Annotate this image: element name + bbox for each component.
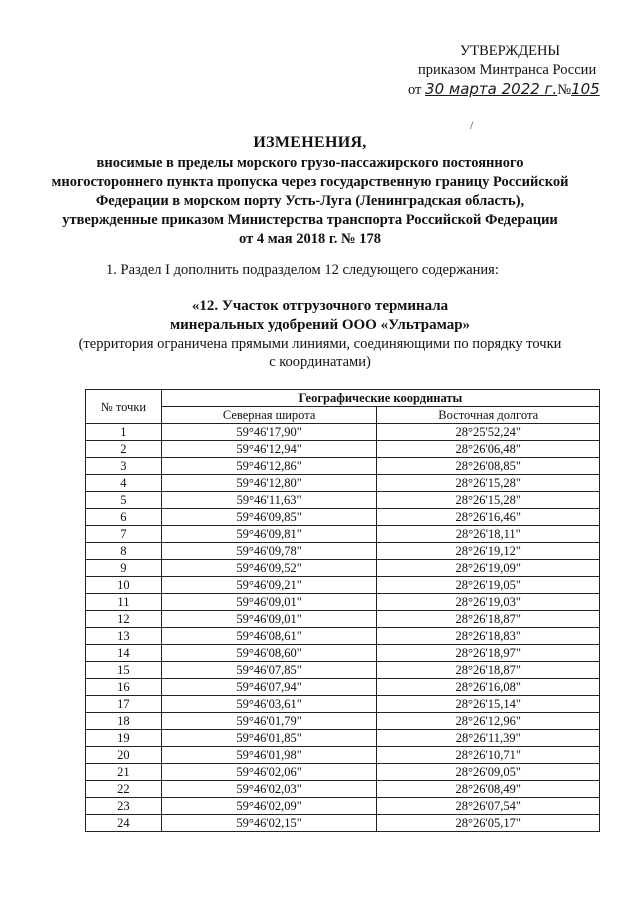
cell-latitude: 59°46'17,90"	[161, 424, 377, 441]
cell-latitude: 59°46'12,80"	[161, 475, 377, 492]
pen-mark: /	[470, 118, 474, 132]
table-row	[86, 662, 600, 679]
cell-latitude: 59°46'07,94"	[161, 679, 377, 696]
table-row	[86, 441, 600, 458]
cell-latitude: 59°46'11,63"	[161, 492, 377, 509]
cell-longitude: 28°26'15,14"	[377, 696, 600, 713]
table-row	[86, 781, 600, 798]
cell-point-number: 23	[86, 798, 162, 815]
cell-point-number: 2	[86, 441, 162, 458]
cell-point-number: 9	[86, 560, 162, 577]
title-line-3: Федерации в морском порту Усть-Луга (Ленинградская область),	[95, 193, 525, 209]
cell-point-number: 19	[86, 730, 162, 747]
cell-point-number: 10	[86, 577, 162, 594]
cell-longitude: 28°26'16,46"	[377, 509, 600, 526]
cell-latitude: 59°46'08,61"	[161, 628, 377, 645]
cell-latitude: 59°46'01,85"	[161, 730, 377, 747]
cell-longitude: 28°26'12,96"	[377, 713, 600, 730]
approval-number-handwritten: 105	[571, 80, 600, 98]
cell-point-number: 13	[86, 628, 162, 645]
cell-latitude: 59°46'01,79"	[161, 713, 377, 730]
cell-point-number: 15	[86, 662, 162, 679]
title-line-5: от 4 мая 2018 г. № 178	[239, 231, 381, 247]
header-point-number: № точки	[86, 390, 162, 424]
cell-latitude: 59°46'02,06"	[161, 764, 377, 781]
cell-latitude: 59°46'12,86"	[161, 458, 377, 475]
title-heading: ИЗМЕНЕНИЯ,	[253, 134, 367, 151]
table-row	[86, 645, 600, 662]
table-row	[86, 475, 600, 492]
table-row	[86, 492, 600, 509]
cell-point-number: 1	[86, 424, 162, 441]
table-row	[86, 526, 600, 543]
cell-point-number: 14	[86, 645, 162, 662]
cell-point-number: 20	[86, 747, 162, 764]
coordinates-table	[85, 389, 600, 832]
cell-latitude: 59°46'02,09"	[161, 798, 377, 815]
cell-longitude: 28°26'19,05"	[377, 577, 600, 594]
section-note-2: с координатами)	[269, 354, 371, 370]
table-row	[86, 798, 600, 815]
cell-point-number: 6	[86, 509, 162, 526]
cell-point-number: 12	[86, 611, 162, 628]
cell-point-number: 21	[86, 764, 162, 781]
table-row	[86, 815, 600, 832]
table-row	[86, 679, 600, 696]
approval-title: УТВЕРЖДЕНЫ	[460, 43, 561, 59]
table-row	[86, 509, 600, 526]
cell-latitude: 59°46'09,78"	[161, 543, 377, 560]
cell-point-number: 5	[86, 492, 162, 509]
header-longitude: Восточная долгота	[377, 407, 600, 424]
cell-latitude: 59°46'09,01"	[161, 594, 377, 611]
table-row	[86, 713, 600, 730]
cell-point-number: 16	[86, 679, 162, 696]
cell-latitude: 59°46'03,61"	[161, 696, 377, 713]
section-title-2: минеральных удобрений ООО «Ультрамар»	[169, 317, 471, 333]
cell-latitude: 59°46'02,15"	[161, 815, 377, 832]
cell-longitude: 28°26'09,05"	[377, 764, 600, 781]
cell-latitude: 59°46'12,94"	[161, 441, 377, 458]
section-12-header	[60, 297, 580, 371]
approval-order: приказом Минтранса России	[418, 62, 597, 78]
cell-point-number: 18	[86, 713, 162, 730]
table-header-row	[86, 390, 600, 407]
cell-latitude: 59°46'08,60"	[161, 645, 377, 662]
cell-longitude: 28°26'16,08"	[377, 679, 600, 696]
document-title	[40, 132, 580, 249]
cell-longitude: 28°26'08,49"	[377, 781, 600, 798]
approval-stamp	[408, 42, 608, 100]
table-row	[86, 577, 600, 594]
cell-longitude: 28°26'18,87"	[377, 662, 600, 679]
table-body	[86, 424, 600, 832]
cell-latitude: 59°46'09,21"	[161, 577, 377, 594]
cell-longitude: 28°25'52,24"	[377, 424, 600, 441]
cell-latitude: 59°46'09,81"	[161, 526, 377, 543]
cell-point-number: 3	[86, 458, 162, 475]
table-row	[86, 696, 600, 713]
cell-longitude: 28°26'19,03"	[377, 594, 600, 611]
cell-longitude: 28°26'08,85"	[377, 458, 600, 475]
table-row	[86, 611, 600, 628]
table-row	[86, 628, 600, 645]
table-row	[86, 543, 600, 560]
cell-longitude: 28°26'11,39"	[377, 730, 600, 747]
table-row	[86, 424, 600, 441]
table-row	[86, 458, 600, 475]
section-note-1: (территория ограничена прямыми линиями, соединяющими по порядку точки	[78, 336, 562, 352]
cell-longitude: 28°26'10,71"	[377, 747, 600, 764]
table-row	[86, 764, 600, 781]
title-line-1: вносимые в пределы морского грузо-пассажирского постоянного	[96, 155, 524, 171]
cell-latitude: 59°46'01,98"	[161, 747, 377, 764]
approval-date-handwritten: 30 марта 2022 г.	[425, 80, 558, 98]
cell-point-number: 7	[86, 526, 162, 543]
cell-longitude: 28°26'18,11"	[377, 526, 600, 543]
cell-latitude: 59°46'09,01"	[161, 611, 377, 628]
title-line-2: многостороннего пункта пропуска через государственную границу Российской	[51, 174, 569, 190]
cell-longitude: 28°26'18,87"	[377, 611, 600, 628]
cell-point-number: 17	[86, 696, 162, 713]
section-title-1: «12. Участок отгрузочного терминала	[191, 298, 449, 314]
table-row	[86, 560, 600, 577]
cell-longitude: 28°26'19,12"	[377, 543, 600, 560]
cell-point-number: 22	[86, 781, 162, 798]
cell-point-number: 24	[86, 815, 162, 832]
cell-point-number: 11	[86, 594, 162, 611]
table-row	[86, 594, 600, 611]
table-row	[86, 730, 600, 747]
header-geo-coordinates: Географические координаты	[161, 390, 599, 407]
cell-latitude: 59°46'09,52"	[161, 560, 377, 577]
cell-point-number: 4	[86, 475, 162, 492]
cell-longitude: 28°26'19,09"	[377, 560, 600, 577]
cell-point-number: 8	[86, 543, 162, 560]
cell-longitude: 28°26'07,54"	[377, 798, 600, 815]
approval-date-line	[408, 80, 608, 100]
cell-longitude: 28°26'18,97"	[377, 645, 600, 662]
header-latitude: Северная широта	[161, 407, 377, 424]
paragraph-1: 1. Раздел I дополнить подразделом 12 следующего содержания:	[106, 262, 499, 278]
cell-latitude: 59°46'07,85"	[161, 662, 377, 679]
cell-latitude: 59°46'09,85"	[161, 509, 377, 526]
title-line-4: утвержденные приказом Министерства транспорта Российской Федерации	[62, 212, 558, 228]
table-row	[86, 747, 600, 764]
cell-longitude: 28°26'06,48"	[377, 441, 600, 458]
approval-date-prefix: от	[408, 82, 422, 98]
cell-longitude: 28°26'15,28"	[377, 492, 600, 509]
cell-latitude: 59°46'02,03"	[161, 781, 377, 798]
table-subheader-row	[86, 407, 600, 424]
cell-longitude: 28°26'05,17"	[377, 815, 600, 832]
approval-number-prefix: №	[557, 82, 572, 98]
cell-longitude: 28°26'15,28"	[377, 475, 600, 492]
cell-longitude: 28°26'18,83"	[377, 628, 600, 645]
